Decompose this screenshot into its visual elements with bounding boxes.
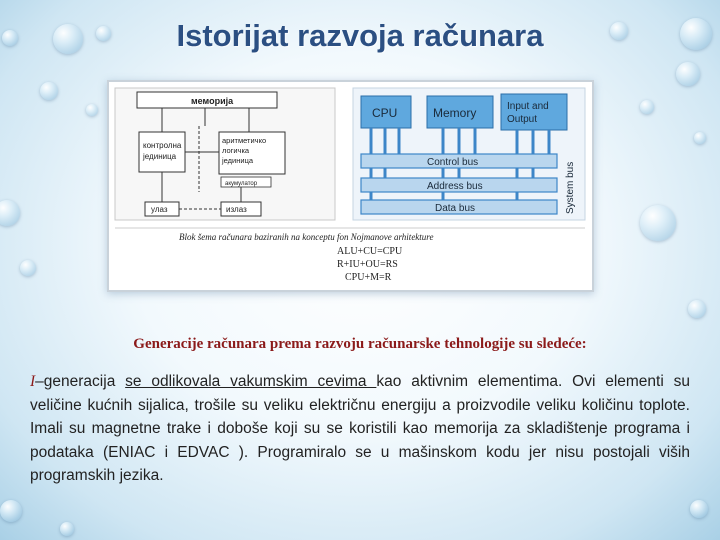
right-bus-diagram	[353, 88, 585, 220]
formula-alu-cu: ALU+CU=CPU	[337, 246, 403, 257]
input-label: улаз	[151, 205, 168, 214]
io-label-1: Input and	[507, 101, 549, 112]
system-bus-label: System bus	[565, 161, 576, 214]
cpu-label: CPU	[372, 106, 398, 120]
paragraph-rest: kao aktivnim elementima. Ovi elementi su veličine kućnih sijalica, trošile su veliku električnu energiju a proizvodile veliku količinu toplote. Imali su magnetne trake i doboše koji su se koristili kao memorija za skladištenje programa i podataka (ENIAC i EDVAC ). Programiralo se u mašinskom kodu jer nisu postojali viših programskih jezika.	[30, 373, 691, 484]
water-drop-decoration	[640, 100, 654, 114]
accumulator-label: акумулатор	[225, 181, 258, 187]
left-block-diagram	[115, 88, 335, 220]
water-drop-decoration	[688, 300, 706, 318]
formula-r-iu-ou: R+IU+OU=RS	[337, 259, 398, 270]
formula-cpu-m: CPU+M=R	[345, 272, 392, 283]
alu-label-2: логичка	[222, 146, 250, 155]
memory-block-label: Memory	[433, 106, 477, 120]
water-drop-decoration	[676, 62, 700, 86]
memory-label: меморија	[191, 96, 234, 106]
water-drop-decoration	[690, 500, 708, 518]
io-label-2: Output	[507, 114, 538, 125]
water-drop-decoration	[40, 82, 58, 100]
generation-dash-text: –generacija	[35, 373, 126, 390]
water-drop-decoration	[640, 205, 676, 241]
water-drop-decoration	[86, 104, 98, 116]
slide-title: Istorijat razvoja računara	[176, 18, 544, 53]
address-bus-label: Address bus	[427, 181, 483, 192]
water-drop-decoration	[0, 500, 22, 522]
control-unit-label-1: контролна	[143, 141, 182, 150]
data-bus-label: Data bus	[435, 203, 476, 214]
water-drop-decoration	[20, 260, 36, 276]
generations-heading: Generacije računara prema razvoju računarske tehnologije su sledeće:	[133, 336, 587, 352]
alu-label-1: аритметичко	[222, 136, 267, 145]
generation-roman-numeral: I	[30, 373, 36, 390]
water-drop-decoration	[60, 522, 74, 536]
output-label: излаз	[226, 205, 247, 214]
von-neumann-diagram	[107, 80, 594, 292]
underlined-phrase: se odlikovala vakumskim cevima	[125, 373, 377, 390]
control-bus-label: Control bus	[427, 157, 479, 168]
diagram-caption: Blok šema računara baziranih na konceptu fon Nojmanove arhitekture	[179, 232, 434, 242]
water-drop-decoration	[694, 132, 706, 144]
generation-paragraph	[30, 370, 690, 488]
control-unit-label-2: јединица	[143, 152, 177, 161]
alu-label-3: јединица	[222, 156, 254, 165]
